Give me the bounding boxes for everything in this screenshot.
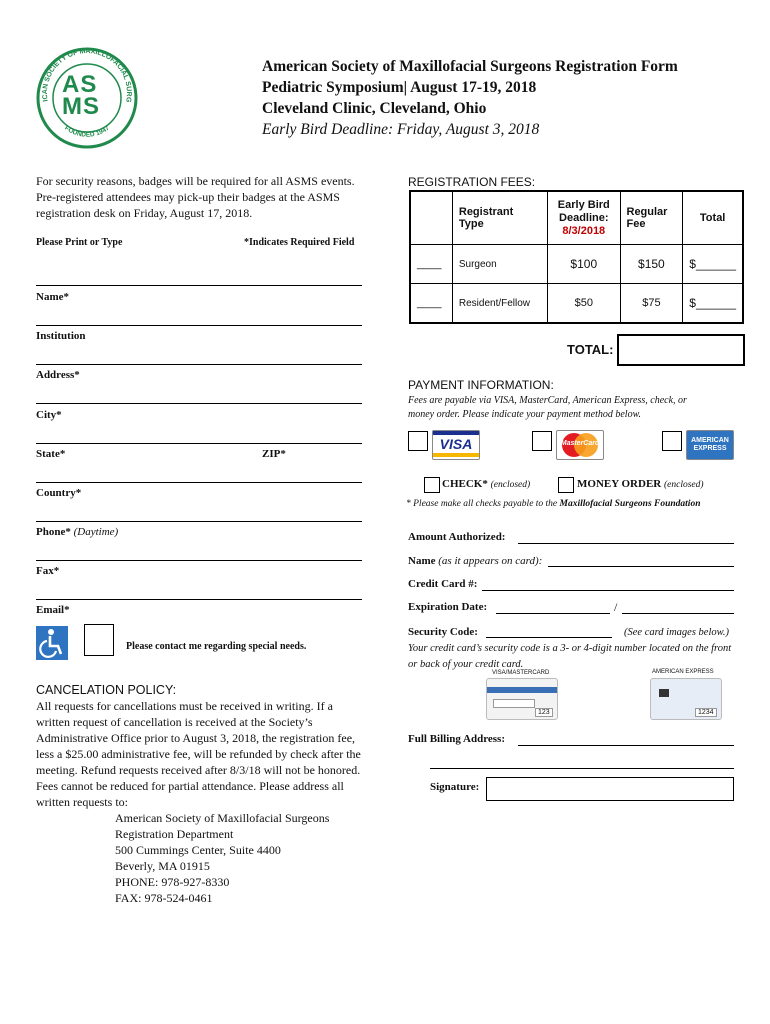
address-line: FAX: 978-524-0461	[115, 891, 213, 905]
col-total: Total	[699, 212, 726, 224]
email-label: Email*	[36, 604, 70, 616]
check-payable-text: * Please make all checks payable to the	[406, 499, 558, 509]
col-early-bird	[548, 191, 620, 245]
expiration-month-field[interactable]	[496, 613, 610, 614]
city-label: City*	[36, 409, 62, 421]
address-field[interactable]	[36, 403, 362, 404]
expiration-separator: /	[614, 600, 618, 614]
location-line: Cleveland Clinic, Cleveland, Ohio	[262, 100, 487, 117]
institution-field[interactable]	[36, 364, 362, 365]
col-early-bird-date: 8/3/2018	[562, 224, 606, 237]
institution-label: Institution	[36, 330, 86, 342]
address-line: Registration Department	[115, 827, 234, 841]
money-order-checkbox[interactable]	[558, 477, 574, 493]
form-title: American Society of Maxillofacial Surgeons Registration Form	[262, 58, 678, 75]
card-number-label: Credit Card #:	[408, 578, 478, 590]
check-label	[442, 478, 530, 490]
logo-founded-text: FOUNDED 1947	[63, 124, 111, 139]
amex-icon	[686, 430, 734, 460]
resident-regular: $75	[620, 284, 683, 324]
sample-visa-label: VISA/MASTERCARD	[492, 670, 550, 676]
security-label: Security Code:	[408, 626, 478, 638]
print-label: Please Print or Type	[36, 237, 123, 248]
surgeon-type: Surgeon	[452, 245, 547, 284]
payment-note: Fees are payable via VISA, MasterCard, American Express, check, or money order. Please indicate your payment method below.	[408, 395, 687, 420]
surgeon-select-blank[interactable]: ____	[410, 245, 452, 284]
money-order-text: MONEY ORDER	[577, 478, 662, 490]
resident-select-blank[interactable]: ____	[410, 284, 452, 324]
col-regular-fee: Regular Fee	[620, 191, 683, 245]
card-name-text: Name	[408, 555, 436, 567]
surgeon-regular: $150	[620, 245, 683, 284]
address-line: Beverly, MA 01915	[115, 859, 210, 873]
visa-text: VISA	[439, 436, 473, 452]
sample-amex-code: 1234	[695, 708, 717, 717]
asms-logo	[36, 44, 138, 152]
form-header	[262, 56, 678, 140]
sample-visa-mc-card	[486, 678, 558, 720]
special-needs-label: Please contact me regarding special needs.	[126, 641, 307, 652]
expiration-year-field[interactable]	[622, 613, 734, 614]
mastercard-icon	[556, 430, 604, 460]
signature-label: Signature:	[430, 781, 480, 793]
col-early-bird-label: Early Bird Deadline:	[557, 198, 610, 224]
phone-note: (Daytime)	[73, 526, 119, 538]
special-needs-checkbox[interactable]	[84, 624, 114, 656]
payment-heading: PAYMENT INFORMATION:	[408, 378, 554, 392]
address-label: Address*	[36, 369, 80, 381]
deadline-line: Early Bird Deadline: Friday, August 3, 2018	[262, 121, 540, 138]
country-field[interactable]	[36, 521, 362, 522]
address-line: American Society of Maxillofacial Surgeons	[115, 811, 330, 825]
table-row	[410, 245, 743, 284]
check-note: (enclosed)	[490, 480, 531, 490]
money-order-label	[577, 478, 704, 490]
billing-label: Full Billing Address:	[408, 733, 505, 745]
resident-total[interactable]: $______	[683, 284, 743, 324]
fees-table	[409, 190, 744, 324]
phone-label-text: Phone*	[36, 526, 71, 538]
check-payable-org: Maxillofacial Surgeons Foundation	[559, 499, 701, 509]
cancel-heading: CANCELATION POLICY:	[36, 683, 177, 697]
security-note: (See card images below.)	[624, 627, 729, 638]
zip-label: ZIP*	[262, 448, 286, 460]
city-field[interactable]	[36, 443, 362, 444]
amount-label: Amount Authorized:	[408, 531, 506, 543]
surgeon-early: $100	[548, 245, 620, 284]
signature-field[interactable]	[486, 777, 734, 801]
fax-field[interactable]	[36, 599, 362, 600]
wheelchair-icon	[36, 626, 68, 660]
address-line: 500 Cummings Center, Suite 4400	[115, 843, 281, 857]
required-note: *Indicates Required Field	[244, 237, 355, 248]
check-text: CHECK*	[442, 478, 488, 490]
sample-amex-card	[650, 678, 722, 720]
country-label: Country*	[36, 487, 82, 499]
surgeon-total[interactable]: $______	[683, 245, 743, 284]
col-registrant-type: Registrant Type	[452, 191, 547, 245]
card-name-note: (as it appears on card):	[438, 555, 543, 567]
name-label: Name*	[36, 291, 69, 303]
fees-heading: REGISTRATION FEES:	[408, 175, 536, 189]
money-order-note: (enclosed)	[663, 480, 704, 490]
check-payable-note	[406, 497, 700, 511]
resident-early: $50	[548, 284, 620, 324]
table-row	[410, 284, 743, 324]
name-field[interactable]	[36, 325, 362, 326]
amount-field[interactable]	[518, 543, 734, 544]
phone-field[interactable]	[36, 560, 362, 561]
security-code-field[interactable]	[486, 637, 612, 638]
check-checkbox[interactable]	[424, 477, 440, 493]
security-desc: Your credit card’s security code is a 3- or 4-digit number located on the front or back of your credit card.	[408, 643, 732, 670]
address-line: PHONE: 978-927-8330	[115, 875, 230, 889]
event-line: Pediatric Symposium| August 17-19, 2018	[262, 79, 537, 96]
mastercard-text: MasterCard	[560, 440, 600, 447]
sample-visa-code: 123	[535, 708, 553, 717]
line-top[interactable]	[36, 285, 362, 286]
card-name-field[interactable]	[548, 566, 734, 567]
billing-field[interactable]	[518, 745, 734, 746]
total-label: TOTAL:	[567, 342, 614, 357]
fax-label: Fax*	[36, 565, 60, 577]
logo-letters: ASMS	[62, 71, 100, 120]
sample-amex-label: AMERICAN EXPRESS	[652, 669, 714, 675]
expiration-label: Expiration Date:	[408, 601, 488, 613]
amex-checkbox[interactable]	[662, 431, 682, 451]
state-label: State*	[36, 448, 66, 460]
mailing-address	[115, 810, 329, 906]
amex-text-1: AMERICAN	[691, 437, 729, 444]
total-field[interactable]	[617, 334, 745, 366]
resident-type: Resident/Fellow	[452, 284, 547, 324]
card-name-label	[408, 555, 542, 567]
visa-icon	[432, 430, 480, 460]
security-intro: For security reasons, badges will be required for all ASMS events. Pre-registered attendees may pick-up their badges at the ASMS registration desk on Friday, August 17, 2018.	[36, 174, 355, 220]
billing-field-2[interactable]	[430, 768, 734, 769]
cancel-text: All requests for cancellations must be received in writing. If a written request of cancellation is received at the Society’s Administrative Office prior to August 3, 2018, the registration fee, less a $25.00 administrative fee, will be refunded by check after the meeting. Refund requests received after 8/3/18 will not be honored. Fees cannot be reduced for partial attendance. Please address all written requests to:	[36, 699, 361, 809]
phone-label	[36, 526, 118, 538]
visa-checkbox[interactable]	[408, 431, 428, 451]
card-number-field[interactable]	[482, 590, 734, 591]
mastercard-checkbox[interactable]	[532, 431, 552, 451]
state-zip-field[interactable]	[36, 482, 362, 483]
logo-ring-text: ICAN SOCIETY OF MAXILLOFACIAL SURG	[41, 48, 133, 103]
amex-text-2: EXPRESS	[693, 445, 727, 452]
